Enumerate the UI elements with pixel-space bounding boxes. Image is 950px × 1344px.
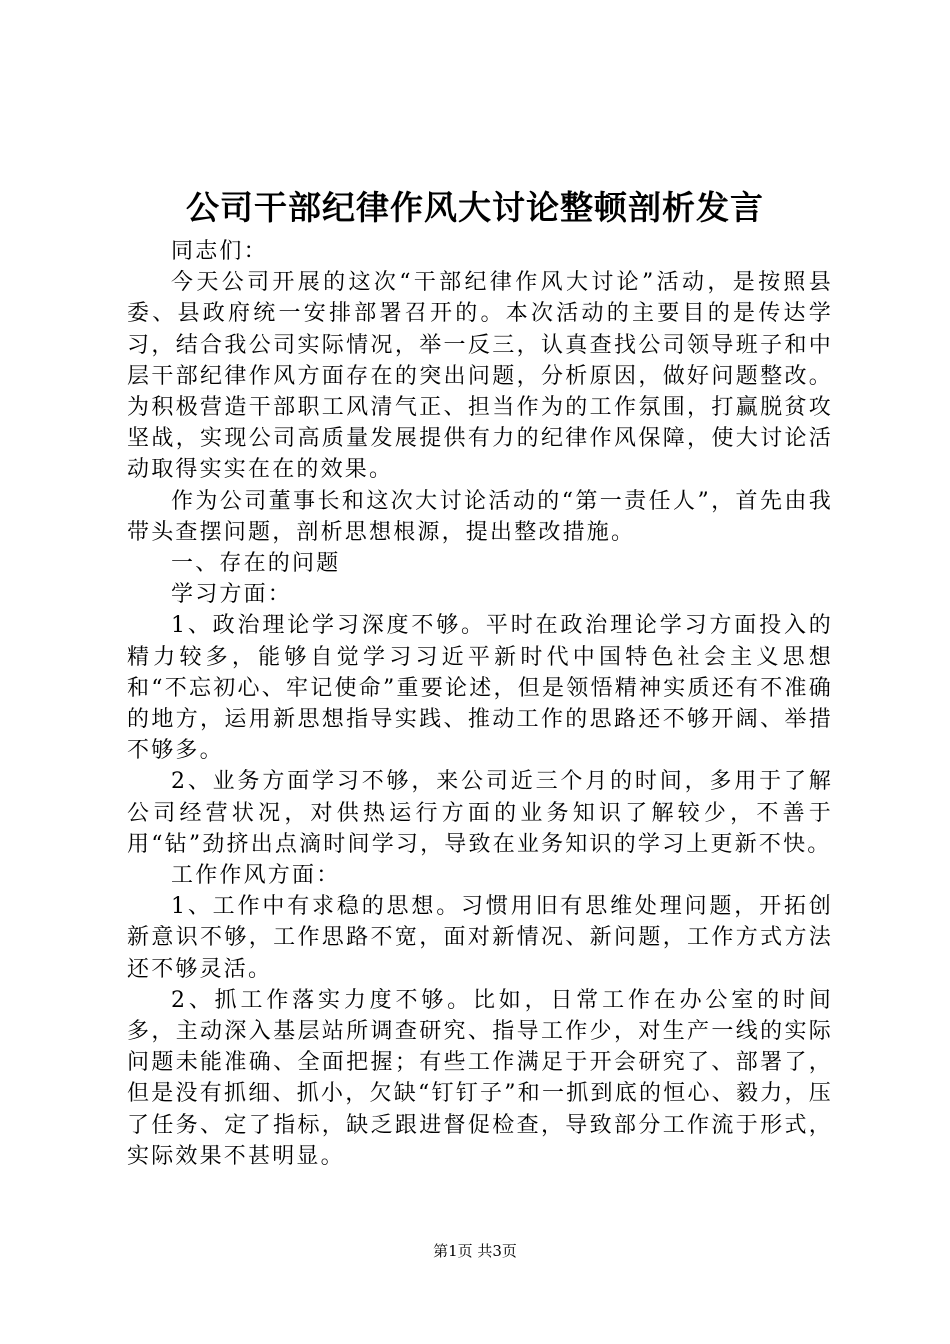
paragraph-work-style-1: 1、工作中有求稳的思想。习惯用旧有思维处理问题，开拓创新意识不够，工作思路不宽，面对新情况、新问题，工作方式方法还不够灵活。: [127, 894, 833, 982]
paragraph-study-1: 1、政治理论学习深度不够。平时在政治理论学习方面投入的精力较多，能够自觉学习习近平新时代中国特色社会主义思想和“不忘初心、牢记使命”重要论述，但是领悟精神实质还有不准确的地方，运用新思想指导实践、推动工作的思路还不够开阔、举措不够多。: [127, 613, 833, 764]
salutation: 同志们：: [171, 239, 268, 264]
document-title: 公司干部纪律作风大讨论整顿剖析发言: [186, 188, 764, 227]
paragraph-study-2: 2、业务方面学习不够，来公司近三个月的时间，多用于了解公司经营状况，对供热运行方面的业务知识了解较少，不善于用“钻”劲挤出点滴时间学习，导致在业务知识的学习上更新不快。: [127, 769, 833, 857]
section-heading-problems: 一、存在的问题: [171, 551, 341, 577]
paragraph-responsibility: 作为公司董事长和这次大讨论活动的“第一责任人”，首先由我带头查摆问题，剖析思想根源，提出整改措施。: [127, 488, 833, 545]
document-body: [127, 236, 833, 1172]
paragraph-work-style-2: 2、抓工作落实力度不够。比如，日常工作在办公室的时间多，主动深入基层站所调查研究、指导工作少，对生产一线的实际问题未能准确、全面把握；有些工作满足于开会研究了、部署了，但是没有抓细、抓小，欠缺“钉钉子”和一抓到底的恒心、毅力，压了任务、定了指标，缺乏跟进督促检查，导致部分工作流于形式，实际效果不甚明显。: [127, 987, 833, 1169]
subheading-study: 学习方面：: [171, 582, 293, 608]
subheading-work-style: 工作作风方面：: [171, 863, 341, 889]
page-footer: 第1页 共3页: [433, 1242, 517, 1260]
paragraph-intro: 今天公司开展的这次“干部纪律作风大讨论”活动，是按照县委、县政府统一安排部署召开的。本次活动的主要目的是传达学习，结合我公司实际情况，举一反三，认真查找公司领导班子和中层干部纪律作风方面存在的突出问题，分析原因，做好问题整改。为积极营造干部职工风清气正、担当作为的工作氛围，打赢脱贫攻坚战，实现公司高质量发展提供有力的纪律作风保障，使大讨论活动取得实实在在的效果。: [127, 270, 833, 483]
